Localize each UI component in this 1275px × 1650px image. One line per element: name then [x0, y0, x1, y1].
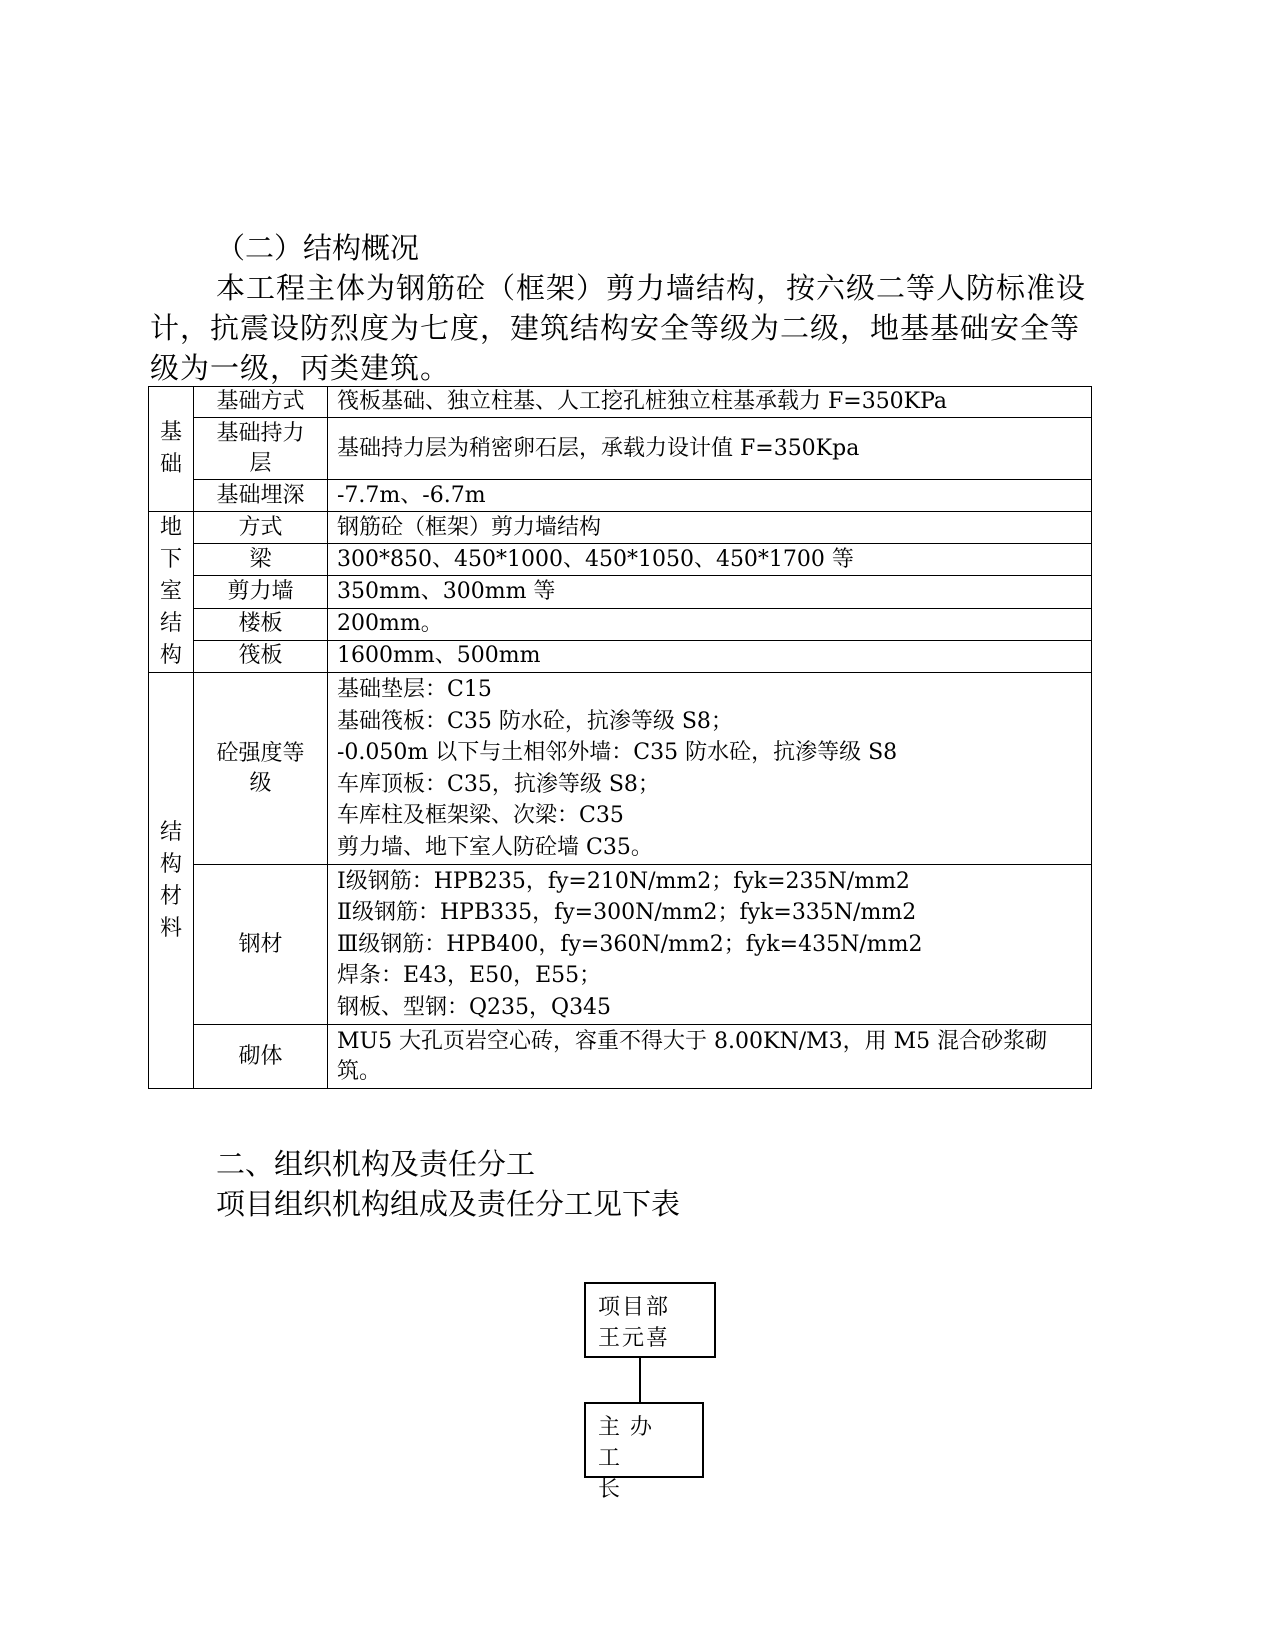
- row-value-multiline: [328, 673, 1092, 865]
- steel-line: 钢板、型钢：Q235，Q345: [337, 994, 612, 1020]
- concrete-grade-line: 剪力墙、地下室人防砼墙 C35。: [337, 834, 653, 860]
- row-label: [194, 673, 328, 865]
- group-label: 结构材料: [159, 819, 182, 941]
- structure-spec-table: [148, 386, 1092, 1089]
- table-row: [149, 480, 1092, 512]
- row-label: 方式: [194, 512, 328, 544]
- table-row: [149, 640, 1092, 672]
- overview-paragraph-line: 计，抗震设防烈度为七度，建筑结构安全等级为二级，地基基础安全等: [150, 311, 1081, 345]
- row-label: 楼板: [194, 608, 328, 640]
- row-label: 钢材: [194, 865, 328, 1025]
- overview-paragraph-line: 本工程主体为钢筋砼（框架）剪力墙结构，按六级二等人防标准设: [216, 271, 1087, 305]
- row-label: 剪力墙: [194, 576, 328, 608]
- section-heading: （二）结构概况: [216, 231, 420, 265]
- group-cell-foundation: [149, 387, 194, 512]
- org-section-heading: 二、组织机构及责任分工: [216, 1147, 536, 1181]
- org-box-line: 王元喜: [598, 1326, 671, 1351]
- org-chart-box-project: [584, 1282, 716, 1358]
- group-cell-basement: [149, 512, 194, 673]
- table-row: [149, 1025, 1092, 1089]
- table-row: [149, 544, 1092, 576]
- row-value: MU5 大孔页岩空心砖，容重不得大于 8.00KN/M3，用 M5 混合砂浆砌筑。: [328, 1025, 1092, 1089]
- row-value: 350mm、300mm 等: [328, 576, 1092, 608]
- org-box-line: 项目部: [598, 1295, 671, 1320]
- org-chart-box-chief: [584, 1402, 704, 1502]
- org-section-subtitle: 项目组织机构组成及责任分工见下表: [216, 1187, 681, 1221]
- row-value: -7.7m、-6.7m: [328, 480, 1092, 512]
- table-row: [149, 576, 1092, 608]
- row-value: 筏板基础、独立柱基、人工挖孔桩独立柱基承载力 F=350KPa: [328, 387, 1092, 418]
- row-value: 300*850、450*1000、450*1050、450*1700 等: [328, 544, 1092, 576]
- org-box-line: 长: [598, 1477, 631, 1502]
- row-label: [194, 418, 328, 480]
- row-label: 基础埋深: [194, 480, 328, 512]
- table-row: [149, 387, 1092, 418]
- row-value: 基础持力层为稍密卵石层，承载力设计值 F=350Kpa: [328, 418, 1092, 480]
- row-value: 200mm。: [328, 608, 1092, 640]
- row-label: 基础方式: [194, 387, 328, 418]
- row-value-multiline: [328, 865, 1092, 1025]
- table-row: [149, 608, 1092, 640]
- row-label: 筏板: [194, 640, 328, 672]
- concrete-grade-line: 基础垫层：C15: [337, 677, 492, 702]
- steel-line: Ⅰ级钢筋：HPB235，fy=210N/mm2；fyk=235N/mm2: [337, 868, 910, 894]
- concrete-grade-line: 车库柱及框架梁、次梁：C35: [337, 803, 624, 828]
- table-row: [149, 418, 1092, 480]
- row-label-text: 砼强度等级: [216, 740, 305, 796]
- concrete-grade-line: -0.050m 以下与土相邻外墙：C35 防水砼，抗渗等级 S8: [337, 740, 898, 765]
- steel-line: Ⅲ级钢筋：HPB400，fy=360N/mm2；fyk=435N/mm2: [337, 931, 923, 957]
- row-label: 梁: [194, 544, 328, 576]
- concrete-grade-line: 车库顶板：C35，抗渗等级 S8；: [337, 771, 660, 797]
- row-label: 砌体: [194, 1025, 328, 1089]
- group-cell-materials: [149, 673, 194, 1089]
- table-row: [149, 865, 1092, 1025]
- overview-paragraph-line: 级为一级，丙类建筑。: [150, 351, 451, 385]
- table-row: [149, 512, 1092, 544]
- row-label-text: 基础持力层: [216, 420, 305, 476]
- table-row: [149, 673, 1092, 865]
- steel-line: 焊条：E43，E50，E55；: [337, 963, 602, 989]
- concrete-grade-line: 基础筏板：C35 防水砼，抗渗等级 S8；: [337, 708, 733, 734]
- steel-line: Ⅱ级钢筋：HPB335，fy=300N/mm2；fyk=335N/mm2: [337, 900, 917, 926]
- group-label: 基础: [159, 420, 182, 477]
- org-chart-connector: [639, 1358, 641, 1402]
- org-box-line: 主办工: [598, 1415, 663, 1471]
- row-value: 1600mm、500mm: [328, 640, 1092, 672]
- row-value: 钢筋砼（框架）剪力墙结构: [328, 512, 1092, 544]
- group-label: 地下室结构: [159, 515, 182, 668]
